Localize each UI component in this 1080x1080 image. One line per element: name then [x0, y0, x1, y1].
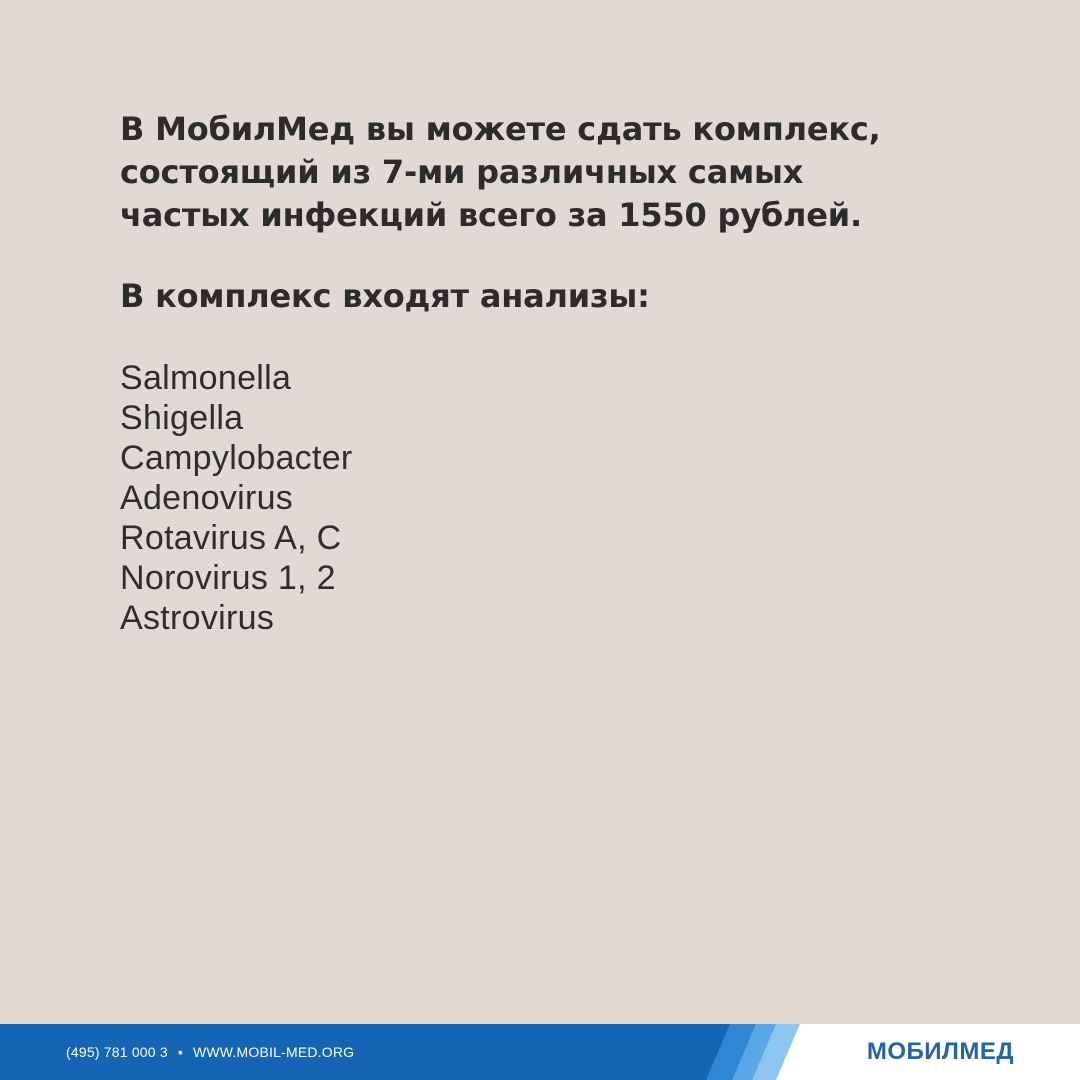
brand-logo: МОБИЛМЕД — [866, 1038, 1014, 1065]
test-item-shigella: Shigella — [120, 399, 244, 437]
intro-line-2: состоящий из 7-ми различных самых — [120, 153, 804, 191]
test-item-salmonella: Salmonella — [120, 359, 292, 397]
main-content — [120, 108, 980, 638]
intro-line-1: В МобилМед вы можете сдать комплекс, — [120, 110, 881, 148]
footer-bar — [0, 1024, 1080, 1080]
intro-line-3: частых инфекций всего за 1550 рублей. — [120, 196, 862, 234]
footer-contact — [66, 1042, 354, 1062]
test-item-adenovirus: Adenovirus — [120, 479, 294, 517]
tests-list — [120, 358, 980, 638]
footer-website[interactable]: WWW.MOBIL-MED.ORG — [192, 1044, 355, 1060]
test-item-campylobacter: Campylobacter — [120, 439, 353, 477]
test-item-astrovirus: Astrovirus — [120, 599, 275, 637]
footer-phone[interactable]: (495) 781 000 3 — [66, 1044, 168, 1060]
tests-heading: В комплекс входят анализы: — [120, 277, 650, 315]
test-item-rotavirus: Rotavirus A, C — [120, 519, 342, 557]
test-item-norovirus: Norovirus 1, 2 — [120, 559, 336, 597]
footer-separator: • — [177, 1044, 183, 1060]
intro-paragraph — [120, 108, 980, 237]
